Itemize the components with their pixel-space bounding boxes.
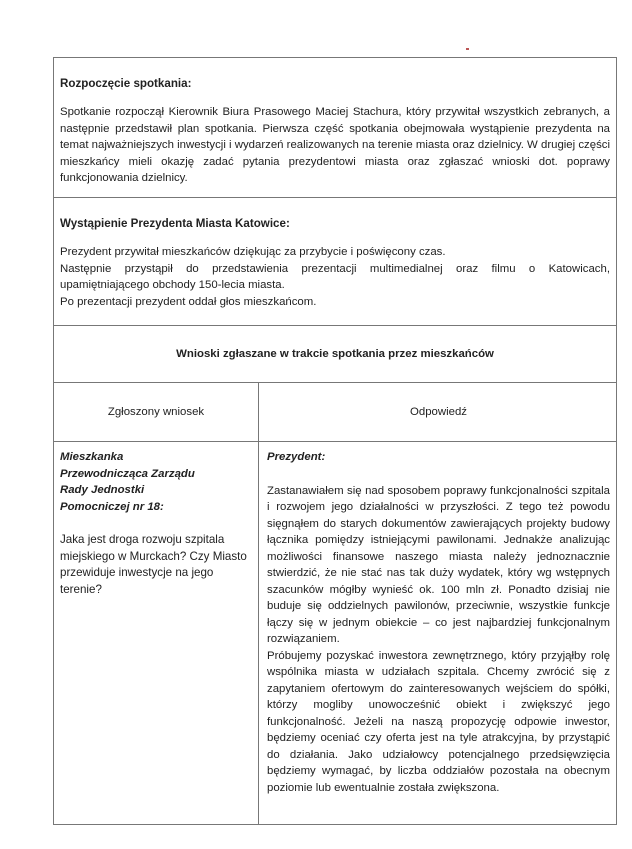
section-text: Spotkanie rozpoczął Kierownik Biura Prasowego Maciej Stachura, który przywitał wszystkich zebranych, a następnie przedstawił plan spotkania. Pierwsza część spotkania obejmowała wystąpienie prezydenta na temat najważniejszych inwestycji i wydarzeń realizowanych na terenie miasta oraz dzielnicy. W drugiej części mieszkańcy mieli okazję zadać pytania prezydentowi miasta oraz zgłaszać wnioski dot. poprawy funkcjonowania dzielnicy. bbox=[60, 106, 610, 184]
table-row bbox=[54, 442, 616, 824]
section-title: Wystąpienie Prezydenta Miasta Katowice: bbox=[60, 217, 290, 230]
minutes-table bbox=[53, 57, 617, 825]
column-header-answer: Odpowiedź bbox=[410, 406, 467, 418]
section-speech bbox=[54, 198, 616, 326]
responder: Prezydent: bbox=[267, 451, 326, 463]
request-author: Mieszkanka Przewodnicząca Zarządu Rady Jednostki Pomocniczej nr 18: bbox=[60, 451, 195, 513]
answer-paragraph: Zastanawiałem się nad sposobem poprawy funkcjonalności szpitala i rozwojem jego działalności w przyszłości. Z tego też powodu sięgnąłem do starych dokumentów zawierających projekty budowy łącznika pomiędzy istniejącymi pawilonami. Jednakże analizując możliwości finansowe naszego miasta należy jednoznacznie stwierdzić, że nie stać nas tak duży wydatek, który wg wstępnych szacunków mógłby wynieść ok. 100 mln zł. Ponadto dzisiaj nie buduje się oddzielnych pawilonów, przeciwnie, wszystkie funkcje łączy się w jednym obiekcie – co jest najbardziej funkcjonalnym rozwiązaniem. bbox=[267, 484, 610, 645]
speech-line: Prezydent przywitał mieszkańców dziękując za przybycie i poświęcony czas. bbox=[60, 246, 446, 258]
scan-mark bbox=[466, 48, 469, 50]
request-question: Jaka jest droga rozwoju szpitala miejskiego w Murckach? Czy Miasto przewiduje inwestycje na jego terenie? bbox=[60, 533, 247, 596]
requests-title: Wnioski zgłaszane w trakcie spotkania przez mieszkańców bbox=[54, 326, 616, 383]
requests-header-row bbox=[54, 383, 616, 442]
speech-line: Po prezentacji prezydent oddał głos mieszkańcom. bbox=[60, 295, 317, 308]
column-header-request: Zgłoszony wniosek bbox=[54, 383, 259, 441]
section-title: Rozpoczęcie spotkania: bbox=[60, 77, 192, 90]
answer-paragraph: Próbujemy pozyskać inwestora zewnętrznego, który przyjąłby rolę wspólnika miasta w udziałach szpitala. Chcemy zwrócić się z zapytaniem ofertowym do zainteresowanych wejściem do spółki, którzy mogliby unowocześnić obiekt i zwiększyć jego funkcjonalność. Jeżeli na naszą propozycję odpowie inwestor, będziemy oceniać czy oferta jest na tyle atrakcyjna, by przystąpić do działania. Jako udziałowcy potencjalnego przedsięwzięcia będziemy wymagać, by liczba oddziałów pozostała na obecnym poziomie lub ewentualnie została zwiększona. bbox=[267, 649, 610, 794]
section-opening bbox=[54, 58, 616, 198]
speech-line: Następnie przystąpił do przedstawienia prezentacji multimedialnej oraz filmu o Katowicach, upamiętniającego obchody 150-lecia miasta. bbox=[60, 262, 610, 291]
